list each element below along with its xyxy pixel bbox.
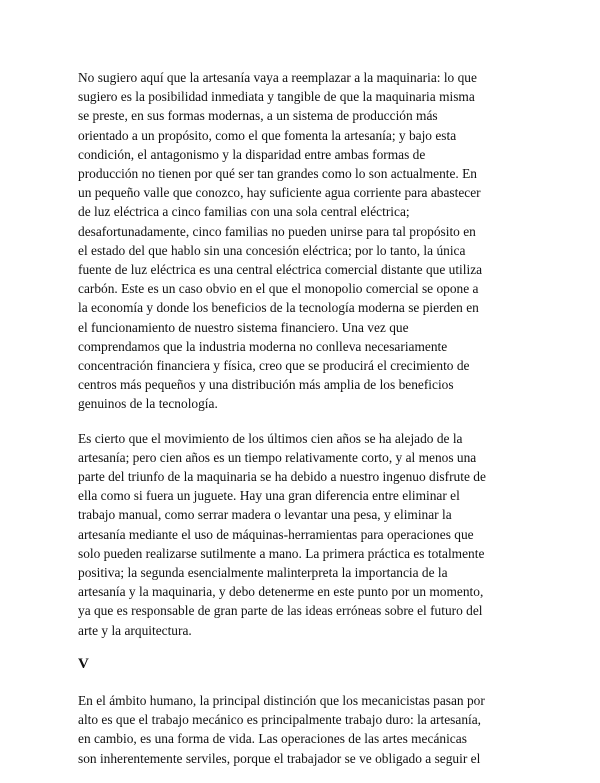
paragraph-3 [78, 691, 527, 768]
text-line: fuente de luz eléctrica es una central eléctrica comercial distante que utiliza [78, 262, 483, 278]
text-line: alto es que el trabajo mecánico es principalmente trabajo duro: la artesanía, [78, 712, 482, 728]
text-line: comprendamos que la industria moderna no conlleva necesariamente [78, 338, 448, 354]
text-line: parte del triunfo de la maquinaria se ha debido a nuestro ingenuo disfrute de [78, 469, 486, 485]
text-line: genuinos de la tecnología. [78, 396, 218, 412]
text-line: artesanía mediante el uso de máquinas-herramientas para operaciones que [78, 526, 474, 542]
text-line: el funcionamiento de nuestro sistema financiero. Una vez que [78, 319, 409, 335]
text-line: En el ámbito humano, la principal distinción que los mecanicistas pasan por [78, 692, 485, 708]
text-line: artesanía y la maquinaria, y debo detenerme en este punto por un momento, [78, 584, 484, 600]
text-line: solo pueden realizarse sutilmente a mano. La primera práctica es totalmente [78, 545, 485, 561]
text-line: trabajo manual, como serrar madera o levantar una pesa, y eliminar la [78, 507, 452, 523]
text-line: No sugiero aquí que la artesanía vaya a reemplazar a la maquinaria: lo que [78, 70, 477, 85]
text-line: sugiero es la posibilidad inmediata y tangible de que la maquinaria misma [78, 89, 475, 105]
text-line: condición, el antagonismo y la disparidad entre ambas formas de [78, 146, 426, 162]
text-line: la economía y donde los beneficios de la tecnología moderna se pierden en [78, 300, 479, 316]
paragraph-1 [78, 68, 527, 414]
section-heading: V [78, 655, 89, 672]
text-line: carbón. Este es un caso obvio en el que el monopolio comercial se opone a [78, 281, 479, 297]
text-line: producción no tienen por qué ser tan grandes como lo son actualmente. En [78, 166, 477, 182]
text-line: el estado del que hablo sin una concesión eléctrica; por lo tanto, la única [78, 242, 466, 258]
text-line: ella como si fuera un juguete. Hay una gran diferencia entre eliminar el [78, 488, 460, 504]
text-line: de luz eléctrica a cinco familias con una sola central eléctrica; [78, 204, 410, 220]
text-line: desafortunadamente, cinco familias no pueden unirse para tal propósito en [78, 223, 476, 239]
text-line: arte y la arquitectura. [78, 622, 192, 638]
text-line: ya que es responsable de gran parte de las ideas erróneas sobre el futuro del [78, 603, 483, 619]
text-line: orientado a un propósito, como el que fomenta la artesanía; y bajo esta [78, 127, 457, 143]
text-line: centros más pequeños y una distribución más amplia de los beneficios [78, 377, 454, 393]
document-page [78, 68, 527, 783]
paragraph-2 [78, 429, 527, 640]
text-line: son inherentemente serviles, porque el trabajador se ve obligado a seguir el [78, 750, 481, 766]
text-line: Es cierto que el movimiento de los últimos cien años se ha alejado de la [78, 430, 463, 446]
text-line: concentración financiera y física, creo que se producirá el crecimiento de [78, 358, 470, 374]
text-line: se preste, en sus formas modernas, a un sistema de producción más [78, 108, 438, 124]
text-line: artesanía; pero cien años es un tiempo relativamente corto, y al menos una [78, 449, 477, 465]
text-line: positiva; la segunda esencialmente malinterpreta la importancia de la [78, 565, 448, 581]
text-line: un pequeño valle que conozco, hay suficiente agua corriente para abastecer [78, 185, 481, 201]
text-line: en cambio, es una forma de vida. Las operaciones de las artes mecánicas [78, 731, 467, 747]
